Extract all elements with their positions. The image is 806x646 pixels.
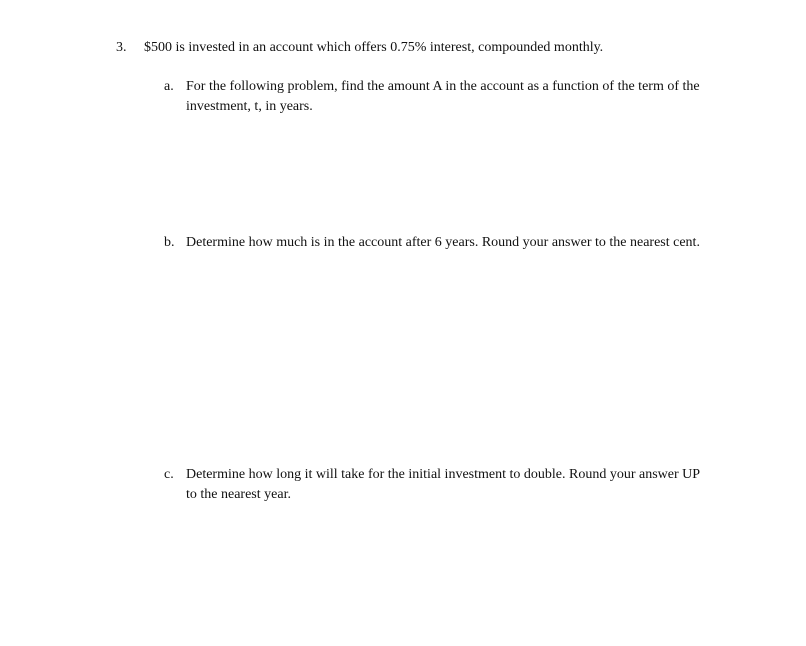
part-a-text: For the following problem, find the amount A in the account as a function of the term of the investment, t, in years.: [186, 79, 700, 114]
part-c-letter: c.: [164, 467, 174, 482]
problem-number: 3.: [116, 40, 127, 55]
part-b-text: Determine how much is in the account after 6 years. Round your answer to the nearest cent.: [186, 235, 700, 250]
problem-statement: $500 is invested in an account which offers 0.75% interest, compounded monthly.: [144, 40, 604, 55]
part-b-letter: b.: [164, 235, 175, 250]
part-a-letter: a.: [164, 79, 174, 94]
part-c-text: Determine how long it will take for the initial investment to double. Round your answer UP to the nearest year.: [186, 467, 700, 502]
